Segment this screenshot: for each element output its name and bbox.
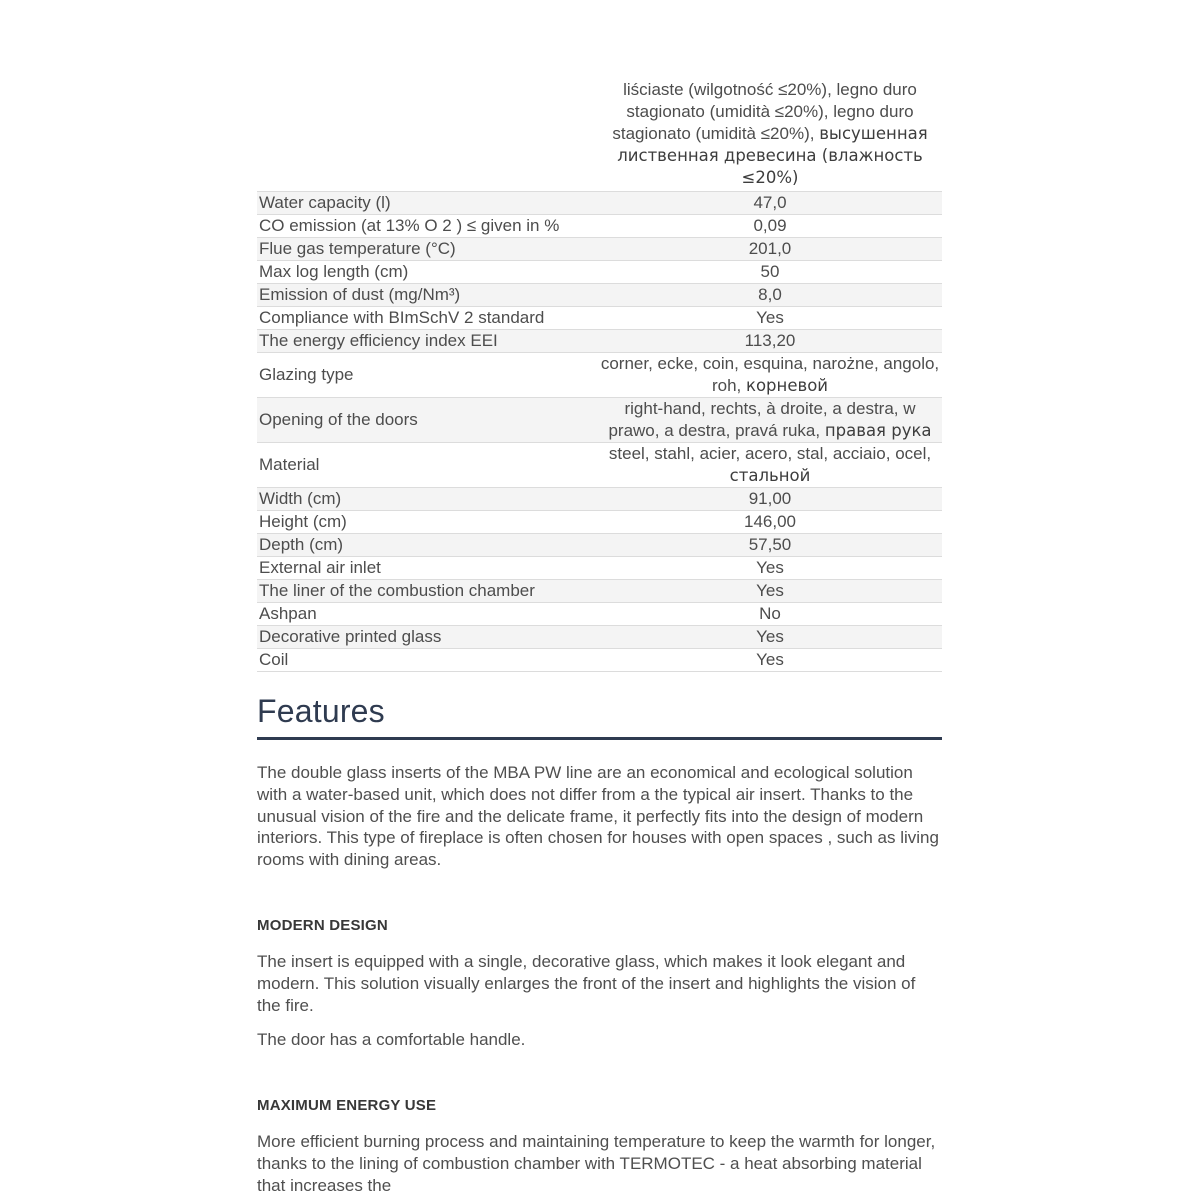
spec-row-label: Decorative printed glass <box>259 627 442 646</box>
spec-row-value-text: No <box>759 604 781 623</box>
spec-row-value <box>598 488 942 510</box>
spec-row-value <box>598 649 942 671</box>
spec-row-value <box>598 307 942 329</box>
spec-row-value <box>598 398 942 442</box>
spec-row-value-text: 0,09 <box>753 216 787 235</box>
spec-row-value-text: 50 <box>760 262 780 281</box>
spec-row-value-text: 146,00 <box>744 512 796 531</box>
spec-row-value-text: 91,00 <box>748 489 792 508</box>
spec-row-value-text: right-hand, rechts, à droite, a destra, w prawo, a destra, pravá ruka, правая рука <box>608 399 932 440</box>
features-divider <box>257 737 942 740</box>
page-content <box>257 0 942 1197</box>
spec-rows <box>257 192 942 672</box>
spec-row-value-text: 201,0 <box>748 239 792 258</box>
spec-row-label: Glazing type <box>259 365 354 384</box>
spec-row <box>257 307 942 330</box>
spec-row <box>257 398 942 443</box>
spec-row <box>257 488 942 511</box>
spec-row-label: Max log length (cm) <box>259 262 409 281</box>
spec-row-label: Opening of the doors <box>259 410 418 429</box>
spec-row <box>257 261 942 284</box>
spec-row <box>257 238 942 261</box>
spec-row <box>257 215 942 238</box>
spec-row-value <box>598 603 942 625</box>
spec-row-value-cyrillic: корневой <box>746 376 829 395</box>
spec-row-value <box>598 626 942 648</box>
features-intro-paragraph: The double glass inserts of the MBA PW line are an economical and ecological solution with a water-based unit, which does not differ from a the typical air insert. Thanks to the unusual vision of the fire and the delicate frame, it perfectly fits into the design of modern interiors. This type of fireplace is often chosen for houses with open spaces , such as living rooms with dining areas. <box>257 763 939 870</box>
spec-row-value <box>598 284 942 306</box>
spec-row-fuel-partial <box>257 78 942 192</box>
spec-row-value-text: Yes <box>756 558 784 577</box>
spec-row-value-text: Yes <box>756 650 784 669</box>
spec-row-label: Flue gas temperature (°C) <box>259 239 456 258</box>
spec-row-value-text: 113,20 <box>744 331 796 350</box>
spec-row-value <box>598 534 942 556</box>
spec-row-value <box>598 192 942 214</box>
spec-row-label: External air inlet <box>259 558 381 577</box>
spec-row-value <box>598 511 942 533</box>
spec-row <box>257 192 942 215</box>
spec-row-value-text: corner, ecke, coin, esquina, narożne, angolo, roh, корневой <box>600 354 940 395</box>
spec-row-label: Depth (cm) <box>259 535 344 554</box>
spec-row <box>257 353 942 398</box>
spec-row-value-text: Yes <box>756 581 784 600</box>
spec-row-value <box>598 261 942 283</box>
feature-sections <box>257 917 942 1197</box>
spec-row-label: Coil <box>259 650 289 669</box>
feature-section-heading: MODERN DESIGN <box>257 916 388 934</box>
spec-row <box>257 443 942 488</box>
spec-row-value <box>598 238 942 260</box>
spec-row <box>257 580 942 603</box>
spec-row-label: The energy efficiency index EEI <box>259 331 498 350</box>
spec-row-label: Water capacity (l) <box>259 193 391 212</box>
spec-row-value-text: steel, stahl, acier, acero, stal, acciaio, ocel, стальной <box>608 444 932 485</box>
spec-row-value <box>598 215 942 237</box>
spec-row-value-cyrillic: правая рука <box>824 421 932 440</box>
features-heading: Features <box>257 693 385 729</box>
spec-value-fuel <box>598 78 942 191</box>
spec-row-value-text: 47,0 <box>753 193 787 212</box>
spec-label-empty <box>257 78 598 191</box>
feature-section-paragraph: The insert is equipped with a single, decorative glass, which makes it look elegant and modern. This solution visually enlarges the front of the insert and highlights the vision of the fire. <box>257 951 916 1015</box>
spec-row <box>257 330 942 353</box>
fuel-latin-text: liściaste (wilgotność ≤20%), legno duro stagionato (umidità ≤20%), legno duro stagionato (umidità ≤20%), <box>612 80 917 143</box>
spec-row-label: Height (cm) <box>259 512 347 531</box>
spec-row-label: Ashpan <box>259 604 317 623</box>
spec-table <box>257 78 942 672</box>
spec-row-value <box>598 580 942 602</box>
spec-row-label: Material <box>259 455 320 474</box>
spec-row <box>257 511 942 534</box>
spec-row-label: The liner of the combustion chamber <box>259 581 535 600</box>
spec-row-value-text: 57,50 <box>748 535 792 554</box>
spec-value-fuel-text <box>598 79 942 189</box>
spec-row-label: Width (cm) <box>259 489 342 508</box>
spec-row <box>257 626 942 649</box>
spec-row <box>257 534 942 557</box>
spec-row-value <box>598 557 942 579</box>
spec-row-value-text: Yes <box>756 627 784 646</box>
feature-section-heading: MAXIMUM ENERGY USE <box>257 1097 437 1115</box>
spec-row-label: Emission of dust (mg/Nm³) <box>259 285 461 304</box>
spec-row-label: CO emission (at 13% O 2 ) ≤ given in % <box>259 216 560 235</box>
spec-row <box>257 603 942 626</box>
spec-row <box>257 649 942 672</box>
spec-row-value <box>598 443 942 487</box>
spec-row-value-text: 8,0 <box>758 285 782 304</box>
spec-row <box>257 284 942 307</box>
fuel-cyrillic-text: высушенная лиственная древесина (влажность ≤20%) <box>617 124 928 187</box>
spec-row-value-text: Yes <box>756 308 784 327</box>
spec-row-value <box>598 353 942 397</box>
spec-row-value <box>598 330 942 352</box>
feature-section-paragraph: More efficient burning process and maintaining temperature to keep the warmth for longer, thanks to the lining of combustion chamber with TERMOTEC - a heat absorbing material that increases the <box>257 1132 936 1195</box>
feature-section-paragraph: The door has a comfortable handle. <box>257 1030 526 1050</box>
spec-row <box>257 557 942 580</box>
spec-row-value-cyrillic: стальной <box>729 466 811 485</box>
spec-row-label: Compliance with BImSchV 2 standard <box>259 308 545 327</box>
